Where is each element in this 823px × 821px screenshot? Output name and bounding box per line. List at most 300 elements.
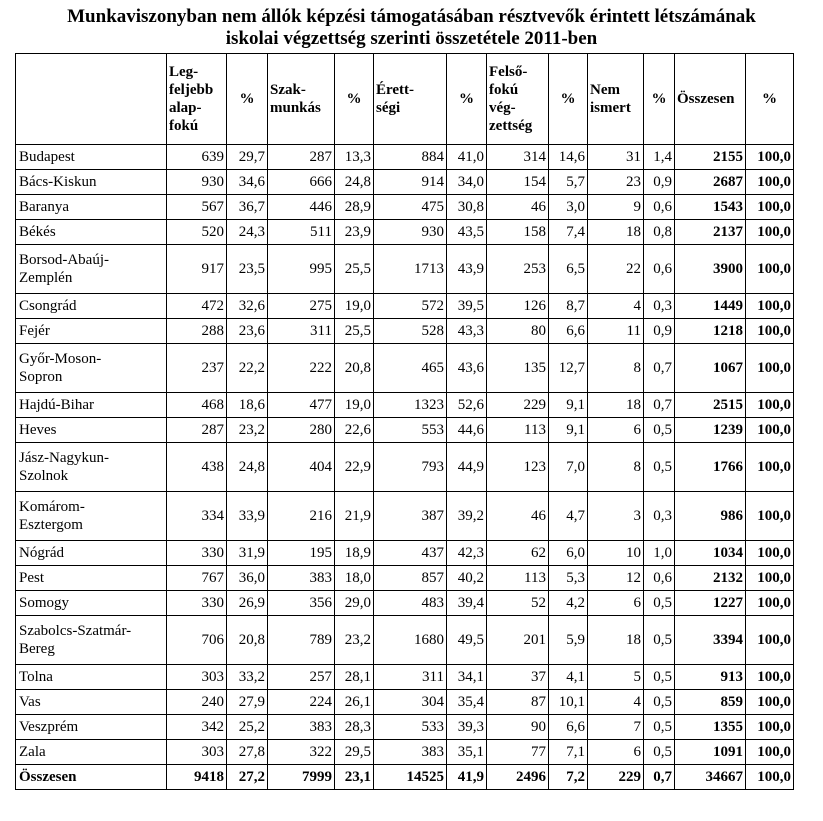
count-cell: 789 <box>268 616 335 665</box>
count-cell: 533 <box>374 715 447 740</box>
count-cell: 80 <box>487 319 549 344</box>
count-cell: 9 <box>588 195 644 220</box>
percent-cell: 1,4 <box>644 145 675 170</box>
percent-cell: 40,2 <box>447 566 487 591</box>
percent-cell: 100,0 <box>746 294 794 319</box>
percent-cell: 18,9 <box>335 541 374 566</box>
count-cell: 475 <box>374 195 447 220</box>
percent-cell: 43,9 <box>447 245 487 294</box>
percent-cell: 28,3 <box>335 715 374 740</box>
count-cell: 34667 <box>675 765 746 790</box>
percent-cell: 7,0 <box>549 443 588 492</box>
table-row <box>16 393 794 418</box>
count-cell: 6 <box>588 591 644 616</box>
percent-cell: 3,0 <box>549 195 588 220</box>
percent-cell: 0,8 <box>644 220 675 245</box>
percent-cell: 100,0 <box>746 170 794 195</box>
percent-cell: 42,3 <box>447 541 487 566</box>
count-cell: 1239 <box>675 418 746 443</box>
percent-cell: 34,0 <box>447 170 487 195</box>
count-cell: 253 <box>487 245 549 294</box>
county-name: Jász-Nagykun- Szolnok <box>16 443 167 492</box>
percent-cell: 100,0 <box>746 715 794 740</box>
count-cell: 472 <box>167 294 227 319</box>
county-name: Bács-Kiskun <box>16 170 167 195</box>
count-cell: 3900 <box>675 245 746 294</box>
count-cell: 477 <box>268 393 335 418</box>
percent-cell: 100,0 <box>746 145 794 170</box>
count-cell: 8 <box>588 443 644 492</box>
percent-cell: 41,0 <box>447 145 487 170</box>
count-cell: 288 <box>167 319 227 344</box>
percent-cell: 6,6 <box>549 319 588 344</box>
count-cell: 914 <box>374 170 447 195</box>
percent-cell: 26,9 <box>227 591 268 616</box>
percent-cell: 1,0 <box>644 541 675 566</box>
header-pct: % <box>227 54 268 145</box>
count-cell: 1713 <box>374 245 447 294</box>
percent-cell: 41,9 <box>447 765 487 790</box>
percent-cell: 25,2 <box>227 715 268 740</box>
percent-cell: 100,0 <box>746 616 794 665</box>
percent-cell: 29,7 <box>227 145 268 170</box>
percent-cell: 44,9 <box>447 443 487 492</box>
percent-cell: 23,1 <box>335 765 374 790</box>
count-cell: 113 <box>487 566 549 591</box>
county-name: Budapest <box>16 145 167 170</box>
percent-cell: 100,0 <box>746 566 794 591</box>
percent-cell: 5,7 <box>549 170 588 195</box>
count-cell: 52 <box>487 591 549 616</box>
count-cell: 859 <box>675 690 746 715</box>
count-cell: 240 <box>167 690 227 715</box>
count-cell: 383 <box>268 715 335 740</box>
county-name: Vas <box>16 690 167 715</box>
count-cell: 465 <box>374 344 447 393</box>
count-cell: 1227 <box>675 591 746 616</box>
percent-cell: 10,1 <box>549 690 588 715</box>
count-cell: 4 <box>588 690 644 715</box>
percent-cell: 21,9 <box>335 492 374 541</box>
count-cell: 216 <box>268 492 335 541</box>
count-cell: 1543 <box>675 195 746 220</box>
percent-cell: 8,7 <box>549 294 588 319</box>
percent-cell: 7,4 <box>549 220 588 245</box>
percent-cell: 7,1 <box>549 740 588 765</box>
table-row <box>16 245 794 294</box>
percent-cell: 39,3 <box>447 715 487 740</box>
percent-cell: 100,0 <box>746 319 794 344</box>
count-cell: 46 <box>487 195 549 220</box>
percent-cell: 0,5 <box>644 591 675 616</box>
count-cell: 2687 <box>675 170 746 195</box>
table-row <box>16 344 794 393</box>
count-cell: 18 <box>588 220 644 245</box>
percent-cell: 100,0 <box>746 591 794 616</box>
count-cell: 14525 <box>374 765 447 790</box>
count-cell: 311 <box>268 319 335 344</box>
table-row <box>16 740 794 765</box>
percent-cell: 0,6 <box>644 245 675 294</box>
header-pct: % <box>549 54 588 145</box>
percent-cell: 39,5 <box>447 294 487 319</box>
table-row <box>16 665 794 690</box>
percent-cell: 36,7 <box>227 195 268 220</box>
county-name: Veszprém <box>16 715 167 740</box>
count-cell: 18 <box>588 393 644 418</box>
count-cell: 8 <box>588 344 644 393</box>
header-secondary: Érett- ségi <box>374 54 447 145</box>
percent-cell: 0,5 <box>644 665 675 690</box>
count-cell: 387 <box>374 492 447 541</box>
county-name: Somogy <box>16 591 167 616</box>
count-cell: 383 <box>374 740 447 765</box>
total-row <box>16 765 794 790</box>
percent-cell: 9,1 <box>549 418 588 443</box>
count-cell: 304 <box>374 690 447 715</box>
percent-cell: 14,6 <box>549 145 588 170</box>
percent-cell: 5,9 <box>549 616 588 665</box>
percent-cell: 6,6 <box>549 715 588 740</box>
percent-cell: 28,1 <box>335 665 374 690</box>
percent-cell: 100,0 <box>746 492 794 541</box>
percent-cell: 27,8 <box>227 740 268 765</box>
county-name: Tolna <box>16 665 167 690</box>
header-pct: % <box>746 54 794 145</box>
count-cell: 706 <box>167 616 227 665</box>
percent-cell: 29,0 <box>335 591 374 616</box>
percent-cell: 100,0 <box>746 665 794 690</box>
header-total: Összesen <box>675 54 746 145</box>
percent-cell: 100,0 <box>746 541 794 566</box>
header-skilled-worker: Szak- munkás <box>268 54 335 145</box>
percent-cell: 0,5 <box>644 443 675 492</box>
count-cell: 5 <box>588 665 644 690</box>
percent-cell: 0,7 <box>644 393 675 418</box>
count-cell: 520 <box>167 220 227 245</box>
count-cell: 342 <box>167 715 227 740</box>
percent-cell: 20,8 <box>335 344 374 393</box>
count-cell: 6 <box>588 740 644 765</box>
percent-cell: 0,5 <box>644 715 675 740</box>
count-cell: 322 <box>268 740 335 765</box>
table-row <box>16 145 794 170</box>
count-cell: 511 <box>268 220 335 245</box>
count-cell: 201 <box>487 616 549 665</box>
count-cell: 1067 <box>675 344 746 393</box>
count-cell: 468 <box>167 393 227 418</box>
header-unknown: Nem ismert <box>588 54 644 145</box>
count-cell: 123 <box>487 443 549 492</box>
county-name: Baranya <box>16 195 167 220</box>
count-cell: 7999 <box>268 765 335 790</box>
percent-cell: 28,9 <box>335 195 374 220</box>
percent-cell: 24,8 <box>227 443 268 492</box>
title-line-2: iskolai végzettség szerinti összetétele 2011-ben <box>225 28 598 49</box>
table-row <box>16 170 794 195</box>
county-name: Heves <box>16 418 167 443</box>
percent-cell: 100,0 <box>746 740 794 765</box>
table-row <box>16 492 794 541</box>
percent-cell: 23,6 <box>227 319 268 344</box>
percent-cell: 23,9 <box>335 220 374 245</box>
count-cell: 438 <box>167 443 227 492</box>
county-name: Komárom- Esztergom <box>16 492 167 541</box>
table-row <box>16 616 794 665</box>
header-elementary: Leg- feljebb alap- fokú <box>167 54 227 145</box>
count-cell: 257 <box>268 665 335 690</box>
count-cell: 1355 <box>675 715 746 740</box>
header-higher-education: Felső- fokú vég- zettség <box>487 54 549 145</box>
count-cell: 1680 <box>374 616 447 665</box>
percent-cell: 0,6 <box>644 566 675 591</box>
percent-cell: 0,3 <box>644 492 675 541</box>
percent-cell: 23,2 <box>227 418 268 443</box>
count-cell: 567 <box>167 195 227 220</box>
count-cell: 126 <box>487 294 549 319</box>
percent-cell: 33,2 <box>227 665 268 690</box>
count-cell: 4 <box>588 294 644 319</box>
count-cell: 311 <box>374 665 447 690</box>
count-cell: 154 <box>487 170 549 195</box>
count-cell: 2132 <box>675 566 746 591</box>
count-cell: 2137 <box>675 220 746 245</box>
count-cell: 383 <box>268 566 335 591</box>
count-cell: 222 <box>268 344 335 393</box>
percent-cell: 34,1 <box>447 665 487 690</box>
county-name: Zala <box>16 740 167 765</box>
count-cell: 572 <box>374 294 447 319</box>
percent-cell: 25,5 <box>335 319 374 344</box>
count-cell: 330 <box>167 541 227 566</box>
count-cell: 2155 <box>675 145 746 170</box>
county-name: Békés <box>16 220 167 245</box>
percent-cell: 39,4 <box>447 591 487 616</box>
table-row <box>16 690 794 715</box>
count-cell: 9418 <box>167 765 227 790</box>
percent-cell: 0,5 <box>644 740 675 765</box>
count-cell: 6 <box>588 418 644 443</box>
count-cell: 46 <box>487 492 549 541</box>
header-pct: % <box>335 54 374 145</box>
percent-cell: 49,5 <box>447 616 487 665</box>
count-cell: 237 <box>167 344 227 393</box>
percent-cell: 19,0 <box>335 294 374 319</box>
percent-cell: 34,6 <box>227 170 268 195</box>
count-cell: 135 <box>487 344 549 393</box>
count-cell: 913 <box>675 665 746 690</box>
percent-cell: 31,9 <box>227 541 268 566</box>
count-cell: 1218 <box>675 319 746 344</box>
percent-cell: 27,2 <box>227 765 268 790</box>
percent-cell: 36,0 <box>227 566 268 591</box>
percent-cell: 44,6 <box>447 418 487 443</box>
count-cell: 1034 <box>675 541 746 566</box>
count-cell: 930 <box>167 170 227 195</box>
percent-cell: 100,0 <box>746 690 794 715</box>
count-cell: 1766 <box>675 443 746 492</box>
percent-cell: 0,9 <box>644 170 675 195</box>
title-line-1: Munkaviszonyban nem állók képzési támogatásában résztvevők érintett létszámának <box>67 6 756 27</box>
count-cell: 23 <box>588 170 644 195</box>
percent-cell: 100,0 <box>746 418 794 443</box>
header-pct: % <box>644 54 675 145</box>
percent-cell: 0,5 <box>644 690 675 715</box>
count-cell: 18 <box>588 616 644 665</box>
county-name: Fejér <box>16 319 167 344</box>
percent-cell: 43,5 <box>447 220 487 245</box>
count-cell: 275 <box>268 294 335 319</box>
table-row <box>16 566 794 591</box>
count-cell: 767 <box>167 566 227 591</box>
percent-cell: 19,0 <box>335 393 374 418</box>
count-cell: 287 <box>167 418 227 443</box>
count-cell: 229 <box>487 393 549 418</box>
table-row <box>16 319 794 344</box>
percent-cell: 29,5 <box>335 740 374 765</box>
county-name: Összesen <box>16 765 167 790</box>
count-cell: 1323 <box>374 393 447 418</box>
percent-cell: 0,6 <box>644 195 675 220</box>
percent-cell: 0,5 <box>644 616 675 665</box>
count-cell: 224 <box>268 690 335 715</box>
count-cell: 793 <box>374 443 447 492</box>
count-cell: 37 <box>487 665 549 690</box>
count-cell: 280 <box>268 418 335 443</box>
count-cell: 3 <box>588 492 644 541</box>
percent-cell: 39,2 <box>447 492 487 541</box>
table-row <box>16 443 794 492</box>
percent-cell: 43,6 <box>447 344 487 393</box>
count-cell: 2496 <box>487 765 549 790</box>
count-cell: 483 <box>374 591 447 616</box>
percent-cell: 32,6 <box>227 294 268 319</box>
percent-cell: 30,8 <box>447 195 487 220</box>
percent-cell: 35,4 <box>447 690 487 715</box>
percent-cell: 100,0 <box>746 195 794 220</box>
percent-cell: 22,2 <box>227 344 268 393</box>
percent-cell: 4,7 <box>549 492 588 541</box>
count-cell: 857 <box>374 566 447 591</box>
percent-cell: 100,0 <box>746 344 794 393</box>
count-cell: 10 <box>588 541 644 566</box>
count-cell: 303 <box>167 665 227 690</box>
count-cell: 22 <box>588 245 644 294</box>
percent-cell: 6,5 <box>549 245 588 294</box>
count-cell: 404 <box>268 443 335 492</box>
count-cell: 1449 <box>675 294 746 319</box>
table-row <box>16 715 794 740</box>
count-cell: 3394 <box>675 616 746 665</box>
percent-cell: 0,7 <box>644 344 675 393</box>
count-cell: 314 <box>487 145 549 170</box>
county-name: Borsod-Abaúj- Zemplén <box>16 245 167 294</box>
percent-cell: 0,7 <box>644 765 675 790</box>
count-cell: 11 <box>588 319 644 344</box>
data-table <box>15 53 794 790</box>
county-name: Nógrád <box>16 541 167 566</box>
table-row <box>16 220 794 245</box>
count-cell: 62 <box>487 541 549 566</box>
percent-cell: 7,2 <box>549 765 588 790</box>
percent-cell: 0,5 <box>644 418 675 443</box>
count-cell: 986 <box>675 492 746 541</box>
percent-cell: 9,1 <box>549 393 588 418</box>
county-name: Hajdú-Bihar <box>16 393 167 418</box>
count-cell: 330 <box>167 591 227 616</box>
county-name: Pest <box>16 566 167 591</box>
count-cell: 303 <box>167 740 227 765</box>
percent-cell: 22,9 <box>335 443 374 492</box>
count-cell: 334 <box>167 492 227 541</box>
percent-cell: 4,1 <box>549 665 588 690</box>
count-cell: 90 <box>487 715 549 740</box>
count-cell: 77 <box>487 740 549 765</box>
count-cell: 113 <box>487 418 549 443</box>
count-cell: 1091 <box>675 740 746 765</box>
table-row <box>16 294 794 319</box>
table-row <box>16 541 794 566</box>
count-cell: 930 <box>374 220 447 245</box>
count-cell: 31 <box>588 145 644 170</box>
percent-cell: 4,2 <box>549 591 588 616</box>
count-cell: 7 <box>588 715 644 740</box>
count-cell: 87 <box>487 690 549 715</box>
percent-cell: 100,0 <box>746 393 794 418</box>
percent-cell: 35,1 <box>447 740 487 765</box>
table-row <box>16 591 794 616</box>
count-cell: 287 <box>268 145 335 170</box>
percent-cell: 26,1 <box>335 690 374 715</box>
county-name: Csongrád <box>16 294 167 319</box>
table-row <box>16 195 794 220</box>
percent-cell: 0,9 <box>644 319 675 344</box>
percent-cell: 23,2 <box>335 616 374 665</box>
count-cell: 158 <box>487 220 549 245</box>
county-name: Győr-Moson- Sopron <box>16 344 167 393</box>
count-cell: 437 <box>374 541 447 566</box>
count-cell: 356 <box>268 591 335 616</box>
percent-cell: 100,0 <box>746 220 794 245</box>
county-name: Szabolcs-Szatmár- Bereg <box>16 616 167 665</box>
percent-cell: 100,0 <box>746 443 794 492</box>
count-cell: 528 <box>374 319 447 344</box>
percent-cell: 52,6 <box>447 393 487 418</box>
count-cell: 195 <box>268 541 335 566</box>
percent-cell: 24,8 <box>335 170 374 195</box>
header-pct: % <box>447 54 487 145</box>
count-cell: 12 <box>588 566 644 591</box>
percent-cell: 18,6 <box>227 393 268 418</box>
header-row <box>16 54 794 145</box>
count-cell: 553 <box>374 418 447 443</box>
count-cell: 917 <box>167 245 227 294</box>
count-cell: 995 <box>268 245 335 294</box>
percent-cell: 25,5 <box>335 245 374 294</box>
percent-cell: 20,8 <box>227 616 268 665</box>
percent-cell: 43,3 <box>447 319 487 344</box>
count-cell: 639 <box>167 145 227 170</box>
percent-cell: 33,9 <box>227 492 268 541</box>
count-cell: 884 <box>374 145 447 170</box>
percent-cell: 23,5 <box>227 245 268 294</box>
table-title <box>0 6 823 50</box>
percent-cell: 13,3 <box>335 145 374 170</box>
percent-cell: 12,7 <box>549 344 588 393</box>
percent-cell: 22,6 <box>335 418 374 443</box>
count-cell: 446 <box>268 195 335 220</box>
percent-cell: 100,0 <box>746 765 794 790</box>
